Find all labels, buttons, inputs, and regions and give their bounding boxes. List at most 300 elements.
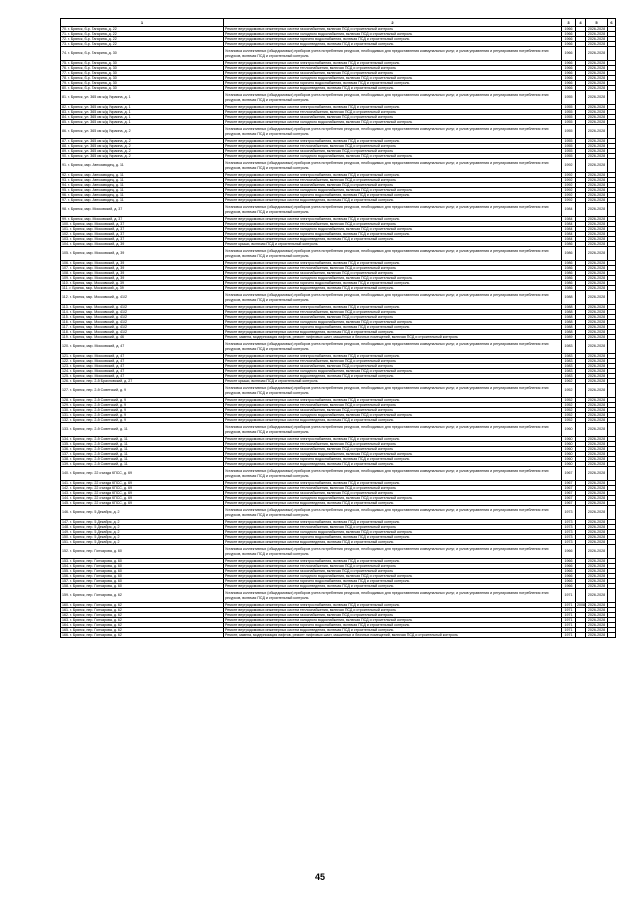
year-built-cell: 1960 <box>562 462 576 467</box>
address-cell: 102. г. Брянск, мкр. Московский, д. 37 <box>61 232 224 237</box>
work-type-cell: Ремонт внутридомовых инженерных систем теплоснабжения, включая ПСД и строительный контроль <box>224 486 562 491</box>
work-type-cell: Ремонт внутридомовых инженерных систем газоснабжения, включая ПСД и строительный контроль <box>224 149 562 154</box>
year-built-cell: 1966 <box>562 71 576 76</box>
address-cell: 77. г. Брянск, б-р. Гагарина, д. 30 <box>61 71 224 76</box>
planned-period-cell: 2026-2028 <box>586 310 608 315</box>
notes-cell <box>608 203 616 217</box>
year-built-cell: 1983 <box>562 364 576 369</box>
planned-period-cell: 2026-2028 <box>586 335 608 340</box>
header-col-5: 5 <box>586 19 608 27</box>
year-built-cell: 1955 <box>562 125 576 139</box>
planned-period-cell: 2026-2028 <box>586 481 608 486</box>
year-built-cell: 1986 <box>562 266 576 271</box>
year-built-cell: 1971 <box>562 613 576 618</box>
work-type-cell: Установка коллективных (общедомовых) приборов учета потребления ресурсов, необходимых для предоставления коммунальных услуг, и узлов управления и регулирования потребления этих ресурсов, включая ПСД и строительный контроль <box>224 247 562 261</box>
year-built-cell: 1955 <box>562 110 576 115</box>
year-built-cell: 1967 <box>562 496 576 501</box>
address-cell: 158. г. Брянск, пер. Гончарова, д. 60 <box>61 584 224 589</box>
address-cell: 166. г. Брянск, пер. Гончарова, д. 62 <box>61 633 224 638</box>
planned-period-cell: 2026-2028 <box>586 618 608 623</box>
notes-cell <box>608 589 616 603</box>
year-built-cell: 1952 <box>562 384 576 398</box>
address-cell: 93. г. Брянск, мкр. Автозаводец, д. 11 <box>61 178 224 183</box>
year-last-repair-cell <box>576 467 586 481</box>
year-built-cell: 1973 <box>562 520 576 525</box>
planned-period-cell: 2026-2028 <box>586 325 608 330</box>
planned-period-cell: 2026-2028 <box>586 291 608 305</box>
planned-period-cell: 2026-2028 <box>586 540 608 545</box>
work-type-cell: Ремонт внутридомовых инженерных систем газоснабжения, включая ПСД и строительный контроль <box>224 27 562 32</box>
year-built-cell: 1955 <box>562 115 576 120</box>
year-built-cell: 1966 <box>562 559 576 564</box>
address-cell: 149. г. Брянск, пер. 5 Декабря, д. 2 <box>61 530 224 535</box>
year-built-cell: 1952 <box>562 403 576 408</box>
planned-period-cell: 2026-2028 <box>586 71 608 76</box>
year-last-repair-cell <box>576 384 586 398</box>
work-type-cell: Ремонт внутридомовых инженерных систем теплоснабжения, включая ПСД и строительный контроль <box>224 608 562 613</box>
planned-period-cell: 2026-2028 <box>586 149 608 154</box>
work-type-cell: Ремонт внутридомовых инженерных систем газоснабжения, включая ПСД и строительный контроль <box>224 271 562 276</box>
work-type-cell: Ремонт внутридомовых инженерных систем газоснабжения, включая ПСД и строительный контроль <box>224 115 562 120</box>
address-cell: 106. г. Брянск, мкр. Московский, д. 39 <box>61 261 224 266</box>
work-type-cell: Ремонт внутридомовых инженерных систем водоотведения, включая ПСД и строительный контроль <box>224 198 562 203</box>
work-type-cell: Ремонт внутридомовых инженерных систем водоотведения, включая ПСД и строительный контроль <box>224 237 562 242</box>
address-cell: 157. г. Брянск, пер. Гончарова, д. 60 <box>61 579 224 584</box>
notes-cell <box>608 506 616 520</box>
address-cell: 98. г. Брянск, мкр. Московский, д. 37 <box>61 203 224 217</box>
year-last-repair-cell <box>576 340 586 354</box>
work-type-cell: Ремонт внутридомовых инженерных систем электроснабжения, включая ПСД и строительный контроль <box>224 261 562 266</box>
work-type-cell: Ремонт внутридомовых инженерных систем горячего водоснабжения, включая ПСД и строительный контроль <box>224 579 562 584</box>
address-cell: 151. г. Брянск, пер. 5 Декабря, д. 2 <box>61 540 224 545</box>
work-type-cell: Ремонт внутридомовых инженерных систем горячего водоснабжения, включая ПСД и строительный контроль <box>224 193 562 198</box>
notes-cell <box>608 47 616 61</box>
address-cell: 160. г. Брянск, пер. Гончарова, д. 62 <box>61 603 224 608</box>
address-cell: 100. г. Брянск, мкр. Московский, д. 37 <box>61 222 224 227</box>
planned-period-cell: 2026-2028 <box>586 159 608 173</box>
work-type-cell: Ремонт внутридомовых инженерных систем газоснабжения, включая ПСД и строительный контроль <box>224 447 562 452</box>
work-type-cell: Ремонт внутридомовых инженерных систем водоотведения, включая ПСД и строительный контроль <box>224 374 562 379</box>
year-built-cell: 1986 <box>562 247 576 261</box>
year-built-cell: 1992 <box>562 198 576 203</box>
address-cell: 123. г. Брянск, мкр. Московский, д. 47 <box>61 364 224 369</box>
planned-period-cell: 2026-2028 <box>586 506 608 520</box>
work-type-cell: Ремонт внутридомовых инженерных систем газоснабжения, включая ПСД и строительный контроль <box>224 491 562 496</box>
year-built-cell: 1966 <box>562 76 576 81</box>
work-type-cell: Ремонт внутридомовых инженерных систем горячего водоснабжения, включая ПСД и строительный контроль <box>224 37 562 42</box>
planned-period-cell: 2026-2028 <box>586 232 608 237</box>
planned-period-cell: 2026-2028 <box>586 359 608 364</box>
address-cell: 83. г. Брянск, ул. 365 км ж/д Украина, д. 1 <box>61 110 224 115</box>
table-body <box>61 27 616 638</box>
planned-period-cell: 2026-2028 <box>586 266 608 271</box>
year-built-cell: 1966 <box>562 545 576 559</box>
planned-period-cell: 2026-2028 <box>586 37 608 42</box>
table-row <box>61 159 616 173</box>
work-type-cell: Установка коллективных (общедомовых) приборов учета потребления ресурсов, необходимых для предоставления коммунальных услуг, и узлов управления и регулирования потребления этих ресурсов, включая ПСД и строительный контроль <box>224 159 562 173</box>
planned-period-cell: 2026-2028 <box>586 81 608 86</box>
work-type-cell: Ремонт внутридомовых инженерных систем водоотведения, включая ПСД и строительный контроль <box>224 42 562 47</box>
planned-period-cell: 2026-2028 <box>586 398 608 403</box>
work-type-cell: Ремонт внутридомовых инженерных систем теплоснабжения, включая ПСД и строительный контроль <box>224 564 562 569</box>
address-cell: 152. г. Брянск, пер. Гончарова, д. 60 <box>61 545 224 559</box>
table-row <box>61 125 616 139</box>
year-built-cell: 1984 <box>562 222 576 227</box>
year-built-cell: 1967 <box>562 501 576 506</box>
planned-period-cell: 2026-2028 <box>586 66 608 71</box>
year-last-repair-cell <box>576 633 586 638</box>
work-type-cell: Ремонт внутридомовых инженерных систем холодного водоснабжения, включая ПСД и строительный контроль <box>224 154 562 159</box>
work-type-cell: Ремонт внутридомовых инженерных систем теплоснабжения, включая ПСД и строительный контроль <box>224 144 562 149</box>
work-type-cell: Ремонт внутридомовых инженерных систем электроснабжения, включая ПСД и строительный контроль <box>224 520 562 525</box>
address-cell: 101. г. Брянск, мкр. Московский, д. 37 <box>61 227 224 232</box>
year-built-cell: 1955 <box>562 154 576 159</box>
planned-period-cell: 2026-2028 <box>586 457 608 462</box>
year-built-cell: 1984 <box>562 227 576 232</box>
year-built-cell: 1960 <box>562 423 576 437</box>
year-last-repair-cell <box>576 545 586 559</box>
year-last-repair-cell <box>576 589 586 603</box>
planned-period-cell: 2026-2028 <box>586 559 608 564</box>
address-cell: 88. г. Брянск, ул. 365 км ж/д Украина, д. 2 <box>61 144 224 149</box>
year-built-cell: 1955 <box>562 91 576 105</box>
year-built-cell: 1973 <box>562 525 576 530</box>
year-built-cell: 1966 <box>562 574 576 579</box>
address-cell: 72. г. Брянск, б-р. Гагарина, д. 22 <box>61 37 224 42</box>
work-type-cell: Ремонт внутридомовых инженерных систем водоотведения, включая ПСД и строительный контроль <box>224 286 562 291</box>
year-built-cell: 1973 <box>562 535 576 540</box>
table-row <box>61 47 616 61</box>
work-type-cell: Установка коллективных (общедомовых) приборов учета потребления ресурсов, необходимых для предоставления коммунальных услуг, и узлов управления и регулирования потребления этих ресурсов, включая ПСД и строительный контроль <box>224 125 562 139</box>
planned-period-cell: 2026-2028 <box>586 330 608 335</box>
header-col-2: 2 <box>224 19 562 27</box>
address-cell: 91. г. Брянск, мкр. Автозаводец, д. 11 <box>61 159 224 173</box>
address-cell: 99. г. Брянск, мкр. Московский, д. 37 <box>61 217 224 222</box>
work-type-cell: Установка коллективных (общедомовых) приборов учета потребления ресурсов, необходимых для предоставления коммунальных услуг, и узлов управления и регулирования потребления этих ресурсов, включая ПСД и строительный контроль <box>224 340 562 354</box>
year-last-repair-cell: 2008 <box>577 603 585 607</box>
work-type-cell: Ремонт внутридомовых инженерных систем электроснабжения, включая ПСД и строительный контроль <box>224 61 562 66</box>
year-built-cell: 1966 <box>562 42 576 47</box>
repair-schedule-table <box>60 18 616 638</box>
year-built-cell: 1992 <box>562 193 576 198</box>
planned-period-cell: 2026-2028 <box>586 364 608 369</box>
work-type-cell: Ремонт внутридомовых инженерных систем электроснабжения, включая ПСД и строительный контроль <box>224 217 562 222</box>
address-cell: 73. г. Брянск, б-р. Гагарина, д. 22 <box>61 42 224 47</box>
planned-period-cell: 2026-2028 <box>586 437 608 442</box>
work-type-cell: Ремонт внутридомовых инженерных систем теплоснабжения, включая ПСД и строительный контроль <box>224 110 562 115</box>
year-built-cell: 1973 <box>562 506 576 520</box>
address-cell: 114. г. Брянск, мкр. Московский, д. 41/2 <box>61 310 224 315</box>
table-row <box>61 545 616 559</box>
planned-period-cell: 2026-2028 <box>586 61 608 66</box>
address-cell: 153. г. Брянск, пер. Гончарова, д. 60 <box>61 559 224 564</box>
planned-period-cell: 2026-2028 <box>586 183 608 188</box>
work-type-cell: Ремонт внутридомовых инженерных систем теплоснабжения, включая ПСД и строительный контроль <box>224 442 562 447</box>
year-built-cell: 1986 <box>562 286 576 291</box>
notes-cell <box>608 423 616 437</box>
planned-period-cell: 2026-2028 <box>586 305 608 310</box>
planned-period-cell: 2026-2028 <box>586 193 608 198</box>
planned-period-cell: 2026-2028 <box>586 564 608 569</box>
planned-period-cell: 2026-2028 <box>586 198 608 203</box>
planned-period-cell: 2026-2028 <box>586 76 608 81</box>
year-last-repair-cell <box>576 159 586 173</box>
year-built-cell: 1971 <box>562 618 576 623</box>
work-type-cell: Ремонт внутридомовых инженерных систем водоотведения, включая ПСД и строительный контроль <box>224 330 562 335</box>
year-last-repair-cell <box>576 91 586 105</box>
year-built-cell: 1960 <box>562 452 576 457</box>
planned-period-cell: 2026-2028 <box>586 173 608 178</box>
table-row <box>61 203 616 217</box>
planned-period-cell: 2026-2028 <box>586 491 608 496</box>
planned-period-cell: 2026-2028 <box>586 447 608 452</box>
year-built-cell: 1992 <box>562 173 576 178</box>
address-cell: 139. г. Брянск, пер. 2-й Советский, д. 11 <box>61 462 224 467</box>
notes-cell <box>608 545 616 559</box>
year-last-repair-cell <box>576 506 586 520</box>
address-cell: 124. г. Брянск, мкр. Московский, д. 47 <box>61 369 224 374</box>
planned-period-cell: 2026-2028 <box>586 589 608 603</box>
address-cell: 147. г. Брянск, пер. 5 Декабря, д. 2 <box>61 520 224 525</box>
year-built-cell: 1992 <box>562 159 576 173</box>
work-type-cell: Установка коллективных (общедомовых) приборов учета потребления ресурсов, необходимых для предоставления коммунальных услуг, и узлов управления и регулирования потребления этих ресурсов, включая ПСД и строительный контроль <box>224 506 562 520</box>
work-type-cell: Установка коллективных (общедомовых) приборов учета потребления ресурсов, необходимых для предоставления коммунальных услуг, и узлов управления и регулирования потребления этих ресурсов, включая ПСД и строительный контроль <box>224 423 562 437</box>
planned-period-cell: 2026-2028 <box>586 535 608 540</box>
address-cell: 159. г. Брянск, пер. Гончарова, д. 62 <box>61 589 224 603</box>
planned-period-cell: 2026-2028 <box>586 271 608 276</box>
year-built-cell: 1986 <box>562 276 576 281</box>
work-type-cell: Ремонт внутридомовых инженерных систем водоотведения, включая ПСД и строительный контроль <box>224 418 562 423</box>
address-cell: 150. г. Брянск, пер. 5 Декабря, д. 2 <box>61 535 224 540</box>
address-cell: 94. г. Брянск, мкр. Автозаводец, д. 11 <box>61 183 224 188</box>
table-row <box>61 467 616 481</box>
address-cell: 133. г. Брянск, пер. 2-й Советский, д. 11 <box>61 423 224 437</box>
year-built-cell: 1988 <box>562 325 576 330</box>
address-cell: 85. г. Брянск, ул. 365 км ж/д Украина, д. 1 <box>61 120 224 125</box>
work-type-cell: Ремонт внутридомовых инженерных систем горячего водоснабжения, включая ПСД и строительный контроль <box>224 281 562 286</box>
planned-period-cell: 2026-2028 <box>586 462 608 467</box>
address-cell: 122. г. Брянск, мкр. Московский, д. 47 <box>61 359 224 364</box>
year-built-cell: 1955 <box>562 149 576 154</box>
address-cell: 146. г. Брянск, пер. 5 Декабря, д. 2 <box>61 506 224 520</box>
work-type-cell: Ремонт внутридомовых инженерных систем холодного водоснабжения, включая ПСД и строительный контроль <box>224 188 562 193</box>
notes-cell <box>608 159 616 173</box>
work-type-cell: Установка коллективных (общедомовых) приборов учета потребления ресурсов, необходимых для предоставления коммунальных услуг, и узлов управления и регулирования потребления этих ресурсов, включая ПСД и строительный контроль <box>224 589 562 603</box>
year-built-cell: 1966 <box>562 37 576 42</box>
work-type-cell: Ремонт внутридомовых инженерных систем электроснабжения, включая ПСД и строительный контроль <box>224 437 562 442</box>
year-built-cell: 1967 <box>562 491 576 496</box>
year-built-cell: 1983 <box>562 359 576 364</box>
work-type-cell: Ремонт внутридомовых инженерных систем горячего водоснабжения, включая ПСД и строительный контроль <box>224 623 562 628</box>
work-type-cell: Ремонт внутридомовых инженерных систем горячего водоснабжения, включая ПСД и строительный контроль <box>224 325 562 330</box>
year-built-cell: 1988 <box>562 291 576 305</box>
work-type-cell: Ремонт внутридомовых инженерных систем теплоснабжения, включая ПСД и строительный контроль <box>224 403 562 408</box>
table-header-row <box>61 19 616 27</box>
work-type-cell: Ремонт внутридомовых инженерных систем горячего водоснабжения, включая ПСД и строительный контроль <box>224 535 562 540</box>
work-type-cell: Ремонт внутридомовых инженерных систем электроснабжения, включая ПСД и строительный контроль <box>224 603 562 608</box>
work-type-cell: Установка коллективных (общедомовых) приборов учета потребления ресурсов, необходимых для предоставления коммунальных услуг, и узлов управления и регулирования потребления этих ресурсов, включая ПСД и строительный контроль <box>224 384 562 398</box>
year-built-cell: 1952 <box>562 408 576 413</box>
planned-period-cell: 2026-2028 <box>586 227 608 232</box>
planned-period-cell: 2026-2028 <box>586 628 608 633</box>
planned-period-cell: 2026-2028 <box>586 569 608 574</box>
year-built-cell: 1984 <box>562 203 576 217</box>
year-built-cell: 1966 <box>562 61 576 66</box>
address-cell: 108. г. Брянск, мкр. Московский, д. 39 <box>61 271 224 276</box>
address-cell: 112. г. Брянск, мкр. Московский, д. 41/2 <box>61 291 224 305</box>
year-built-cell: 1992 <box>562 188 576 193</box>
year-built-cell: 1955 <box>562 139 576 144</box>
work-type-cell: Установка коллективных (общедомовых) приборов учета потребления ресурсов, необходимых для предоставления коммунальных услуг, и узлов управления и регулирования потребления этих ресурсов, включая ПСД и строительный контроль <box>224 203 562 217</box>
planned-period-cell: 2026-2028 <box>586 340 608 354</box>
work-type-cell: Ремонт внутридомовых инженерных систем электроснабжения, включая ПСД и строительный контроль <box>224 398 562 403</box>
work-type-cell: Ремонт внутридомовых инженерных систем холодного водоснабжения, включая ПСД и строительный контроль <box>224 413 562 418</box>
address-cell: 80. г. Брянск, б-р. Гагарина, д. 30 <box>61 86 224 91</box>
address-cell: 136. г. Брянск, пер. 2-й Советский, д. 11 <box>61 447 224 452</box>
address-cell: 86. г. Брянск, ул. 365 км ж/д Украина, д. 2 <box>61 125 224 139</box>
address-cell: 104. г. Брянск, мкр. Московский, д. 39 <box>61 242 224 247</box>
address-cell: 164. г. Брянск, пер. Гончарова, д. 62 <box>61 623 224 628</box>
planned-period-cell: 2026-2028 <box>586 139 608 144</box>
planned-period-cell: 2026-2028 <box>586 105 608 110</box>
year-built-cell: 1966 <box>562 32 576 37</box>
year-last-repair-cell <box>576 203 586 217</box>
work-type-cell: Ремонт внутридомовых инженерных систем холодного водоснабжения, включая ПСД и строительный контроль <box>224 276 562 281</box>
work-type-cell: Ремонт внутридомовых инженерных систем электроснабжения, включая ПСД и строительный контроль <box>224 305 562 310</box>
work-type-cell: Ремонт крыши, включая ПСД и строительный контроль <box>224 379 562 384</box>
planned-period-cell: 2026-2028 <box>586 203 608 217</box>
planned-period-cell: 2026-2028 <box>586 42 608 47</box>
planned-period-cell: 2026-2028 <box>586 452 608 457</box>
planned-period-cell: 2026-2028 <box>586 613 608 618</box>
work-type-cell: Ремонт внутридомовых инженерных систем холодного водоснабжения, включая ПСД и строительный контроль <box>224 120 562 125</box>
year-built-cell: 1983 <box>562 340 576 354</box>
work-type-cell: Ремонт внутридомовых инженерных систем теплоснабжения, включая ПСД и строительный контроль <box>224 178 562 183</box>
work-type-cell: Ремонт внутридомовых инженерных систем холодного водоснабжения, включая ПСД и строительный контроль <box>224 369 562 374</box>
year-built-cell: 1966 <box>562 564 576 569</box>
planned-period-cell: 2026-2028 <box>586 501 608 506</box>
header-col-6: 6 <box>608 19 616 27</box>
address-cell: 131. г. Брянск, пер. 2-й Советский, д. 9 <box>61 413 224 418</box>
address-cell: 127. г. Брянск, пер. 2-й Советский, д. 9 <box>61 384 224 398</box>
year-built-cell: 1988 <box>562 330 576 335</box>
work-type-cell: Ремонт внутридомовых инженерных систем водоотведения, включая ПСД и строительный контроль <box>224 584 562 589</box>
address-cell: 82. г. Брянск, ул. 365 км ж/д Украина, д. 1 <box>61 105 224 110</box>
planned-period-cell: 2026-2028 <box>586 579 608 584</box>
address-cell: 137. г. Брянск, пер. 2-й Советский, д. 11 <box>61 452 224 457</box>
planned-period-cell: 2026-2028 <box>586 467 608 481</box>
work-type-cell: Ремонт внутридомовых инженерных систем холодного водоснабжения, включая ПСД и строительный контроль <box>224 320 562 325</box>
planned-period-cell: 2026-2028 <box>586 408 608 413</box>
work-type-cell: Ремонт внутридомовых инженерных систем горячего водоснабжения, включая ПСД и строительный контроль <box>224 81 562 86</box>
address-cell: 105. г. Брянск, мкр. Московский, д. 39 <box>61 247 224 261</box>
planned-period-cell: 2026-2028 <box>586 423 608 437</box>
year-built-cell: 1966 <box>562 47 576 61</box>
planned-period-cell: 2026-2028 <box>586 120 608 125</box>
work-type-cell: Ремонт внутридомовых инженерных систем газоснабжения, включая ПСД и строительный контроль <box>224 183 562 188</box>
address-cell: 84. г. Брянск, ул. 365 км ж/д Украина, д. 1 <box>61 115 224 120</box>
address-cell: 119. г. Брянск, мкр. Московский, д. 46 <box>61 335 224 340</box>
address-cell: 120. г. Брянск, мкр. Московский, д. 47 <box>61 340 224 354</box>
work-type-cell: Установка коллективных (общедомовых) приборов учета потребления ресурсов, необходимых для предоставления коммунальных услуг, и узлов управления и регулирования потребления этих ресурсов, включая ПСД и строительный контроль <box>224 47 562 61</box>
work-type-cell: Ремонт внутридомовых инженерных систем холодного водоснабжения, включая ПСД и строительный контроль <box>224 618 562 623</box>
planned-period-cell: 2026-2028 <box>586 379 608 384</box>
year-built-cell: 1966 <box>562 584 576 589</box>
address-cell: 135. г. Брянск, пер. 2-й Советский, д. 11 <box>61 442 224 447</box>
address-cell: 121. г. Брянск, мкр. Московский, д. 47 <box>61 354 224 359</box>
address-cell: 145. г. Брянск, пер. 22 съезда КПСС, д. 69 <box>61 501 224 506</box>
work-type-cell: Ремонт внутридомовых инженерных систем водоотведения, включая ПСД и строительный контроль <box>224 86 562 91</box>
address-cell: 162. г. Брянск, пер. Гончарова, д. 62 <box>61 613 224 618</box>
work-type-cell: Ремонт внутридомовых инженерных систем теплоснабжения, включая ПСД и строительный контроль <box>224 359 562 364</box>
address-cell: 154. г. Брянск, пер. Гончарова, д. 60 <box>61 564 224 569</box>
year-built-cell: 1983 <box>562 369 576 374</box>
year-built-cell: 1984 <box>562 232 576 237</box>
address-cell: 141. г. Брянск, пер. 22 съезда КПСС, д. 69 <box>61 481 224 486</box>
address-cell: 165. г. Брянск, пер. Гончарова, д. 62 <box>61 628 224 633</box>
year-last-repair-cell <box>576 247 586 261</box>
work-type-cell: Ремонт внутридомовых инженерных систем теплоснабжения, включая ПСД и строительный контроль <box>224 266 562 271</box>
planned-period-cell: 2026-2028 <box>586 91 608 105</box>
planned-period-cell: 2026-2028 <box>586 545 608 559</box>
planned-period-cell: 2026-2028 <box>586 442 608 447</box>
planned-period-cell: 2026-2028 <box>586 178 608 183</box>
planned-period-cell: 2026-2028 <box>586 276 608 281</box>
address-cell: 113. г. Брянск, мкр. Московский, д. 41/2 <box>61 305 224 310</box>
table-row <box>61 589 616 603</box>
work-type-cell: Ремонт внутридомовых инженерных систем газоснабжения, включая ПСД и строительный контроль <box>224 408 562 413</box>
year-built-cell: 1986 <box>562 261 576 266</box>
planned-period-cell: 2026-2028 <box>586 86 608 91</box>
address-cell: 87. г. Брянск, ул. 365 км ж/д Украина, д. 2 <box>61 139 224 144</box>
year-built-cell: 1966 <box>562 81 576 86</box>
year-built-cell: 1967 <box>562 481 576 486</box>
notes-cell <box>608 247 616 261</box>
year-built-cell: 1971 <box>562 633 576 638</box>
address-cell: 155. г. Брянск, пер. Гончарова, д. 60 <box>61 569 224 574</box>
table-row <box>61 291 616 305</box>
address-cell: 156. г. Брянск, пер. Гончарова, д. 60 <box>61 574 224 579</box>
planned-period-cell: 2026-2028 <box>586 574 608 579</box>
work-type-cell: Ремонт внутридомовых инженерных систем холодного водоснабжения, включая ПСД и строительный контроль <box>224 76 562 81</box>
address-cell: 95. г. Брянск, мкр. Автозаводец, д. 11 <box>61 188 224 193</box>
year-built-cell: 1955 <box>562 105 576 110</box>
year-built-cell: 1952 <box>562 413 576 418</box>
year-built-cell: 1971 <box>562 628 576 633</box>
year-built-cell: 1952 <box>562 398 576 403</box>
year-built-cell: 1955 <box>562 120 576 125</box>
planned-period-cell: 2026-2028 <box>586 496 608 501</box>
address-cell: 78. г. Брянск, б-р. Гагарина, д. 30 <box>61 76 224 81</box>
work-type-cell: Ремонт, замена, модернизация лифтов, ремонт лифтовых шахт, машинных и блочных помещений, включая ПСД и строительный контроль <box>224 633 562 638</box>
year-built-cell: 1967 <box>562 467 576 481</box>
header-col-4: 4 <box>576 19 586 27</box>
address-cell: 140. г. Брянск, пер. 22 съезда КПСС, д. 69 <box>61 467 224 481</box>
work-type-cell: Установка коллективных (общедомовых) приборов учета потребления ресурсов, необходимых для предоставления коммунальных услуг, и узлов управления и регулирования потребления этих ресурсов, включая ПСД и строительный контроль <box>224 467 562 481</box>
work-type-cell: Ремонт внутридомовых инженерных систем теплоснабжения, включая ПСД и строительный контроль <box>224 310 562 315</box>
address-cell: 138. г. Брянск, пер. 2-й Советский, д. 11 <box>61 457 224 462</box>
address-cell: 144. г. Брянск, пер. 22 съезда КПСС, д. 69 <box>61 496 224 501</box>
address-cell: 97. г. Брянск, мкр. Автозаводец, д. 11 <box>61 198 224 203</box>
planned-period-cell: 2026-2028 <box>586 247 608 261</box>
address-cell: 148. г. Брянск, пер. 5 Декабря, д. 2 <box>61 525 224 530</box>
address-cell: 103. г. Брянск, мкр. Московский, д. 37 <box>61 237 224 242</box>
year-built-cell: 1960 <box>562 447 576 452</box>
year-built-cell: 1988 <box>562 315 576 320</box>
planned-period-cell: 2026-2028 <box>586 530 608 535</box>
planned-period-cell: 2026-2028 <box>586 188 608 193</box>
planned-period-cell: 2026-2028 <box>586 603 608 608</box>
